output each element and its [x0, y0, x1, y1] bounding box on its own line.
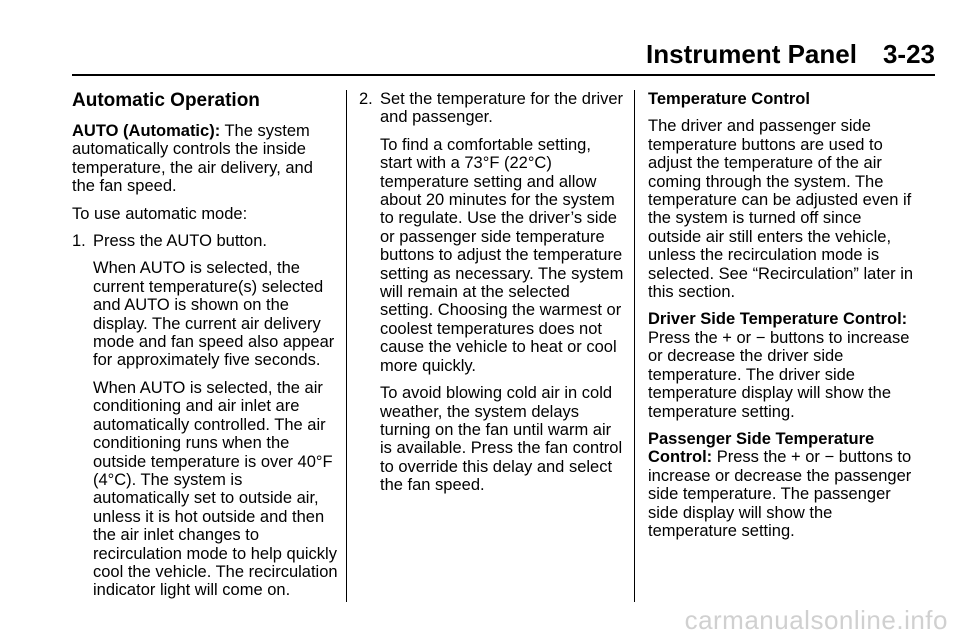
step-1-paragraph-2: When AUTO is selected, the air conditioning and air inlet are automatically controlled. The air conditioning runs when the outside temperature is over 40°F (4°C). The system is automatically set to outside air, unless it is hot outside and then the air inlet changes to recirculation mode to help quickly cool the vehicle. The recirculation indicator light will come on. [93, 378, 338, 600]
use-intro: To use automatic mode: [72, 204, 248, 223]
passenger-side-paragraph [648, 430, 914, 540]
step-1-text: Press the AUTO button. [93, 232, 267, 251]
passenger-side-text: Press the + or − buttons to increase or decrease the passenger side temperature. The passenger side display will show the temperature setting. [648, 448, 912, 540]
step-1-paragraph-1: When AUTO is selected, the current temperature(s) selected and AUTO is shown on the display. The current air delivery mode and fan speed also appear for approximately five seconds. [93, 259, 335, 370]
auto-label: AUTO (Automatic): [72, 122, 221, 140]
driver-side-text: Press the + or − buttons to increase or decrease the driver side temperature. The driver side temperature display will show the temperature setting. [648, 328, 910, 421]
auto-text: The system automatically controls the inside temperature, the air delivery, and the fan speed. [72, 122, 313, 196]
step-2 [359, 90, 625, 127]
page-header [0, 36, 935, 70]
step-2-paragraph-1: To find a comfortable setting, start with a 73°F (22°C) temperature setting and allow about 20 minutes for the system to regulate. Use the driver’s side or passenger side temperature buttons to adjust the temperature setting as necessary. The system will remain at the selected setting. Choosing the warmest or coolest temperatures does not cause the vehicle to heat or cool more quickly. [380, 135, 624, 375]
column-2 [359, 90, 625, 504]
column-divider-1 [346, 90, 347, 602]
temperature-control-text: The driver and passenger side temperature buttons are used to adjust the temperature of the air coming through the system. The temperature can be adjusted even if the system is turned off since outside air still enters the vehicle, unless the recirculation mode is selected. See “Recirculation” later in this section. [648, 117, 914, 302]
section-title: Instrument Panel [646, 39, 857, 69]
column-3 [648, 90, 914, 549]
header-rule [72, 74, 935, 76]
step-1 [72, 232, 338, 250]
passenger-side-label: Passenger Side Temperature Control: [648, 429, 875, 467]
column-1 [72, 90, 338, 609]
step-2-text: Set the temperature for the driver and passenger. [380, 90, 624, 127]
watermark: carmanualsonline.info [684, 605, 948, 635]
auto-paragraph [72, 122, 338, 196]
column-divider-2 [634, 90, 635, 602]
driver-side-label: Driver Side Temperature Control: [648, 310, 908, 329]
driver-side-paragraph [648, 310, 914, 420]
step-1-number: 1. [72, 232, 86, 251]
page-number: 3-23 [882, 39, 935, 69]
section-heading: Automatic Operation [72, 90, 260, 111]
step-2-paragraph-2: To avoid blowing cold air in cold weather, the system delays turning on the fan until warm air is available. Press the fan control to override this delay and select the fan speed. [380, 384, 623, 495]
temperature-control-heading: Temperature Control [648, 90, 810, 108]
step-2-number: 2. [359, 90, 373, 108]
